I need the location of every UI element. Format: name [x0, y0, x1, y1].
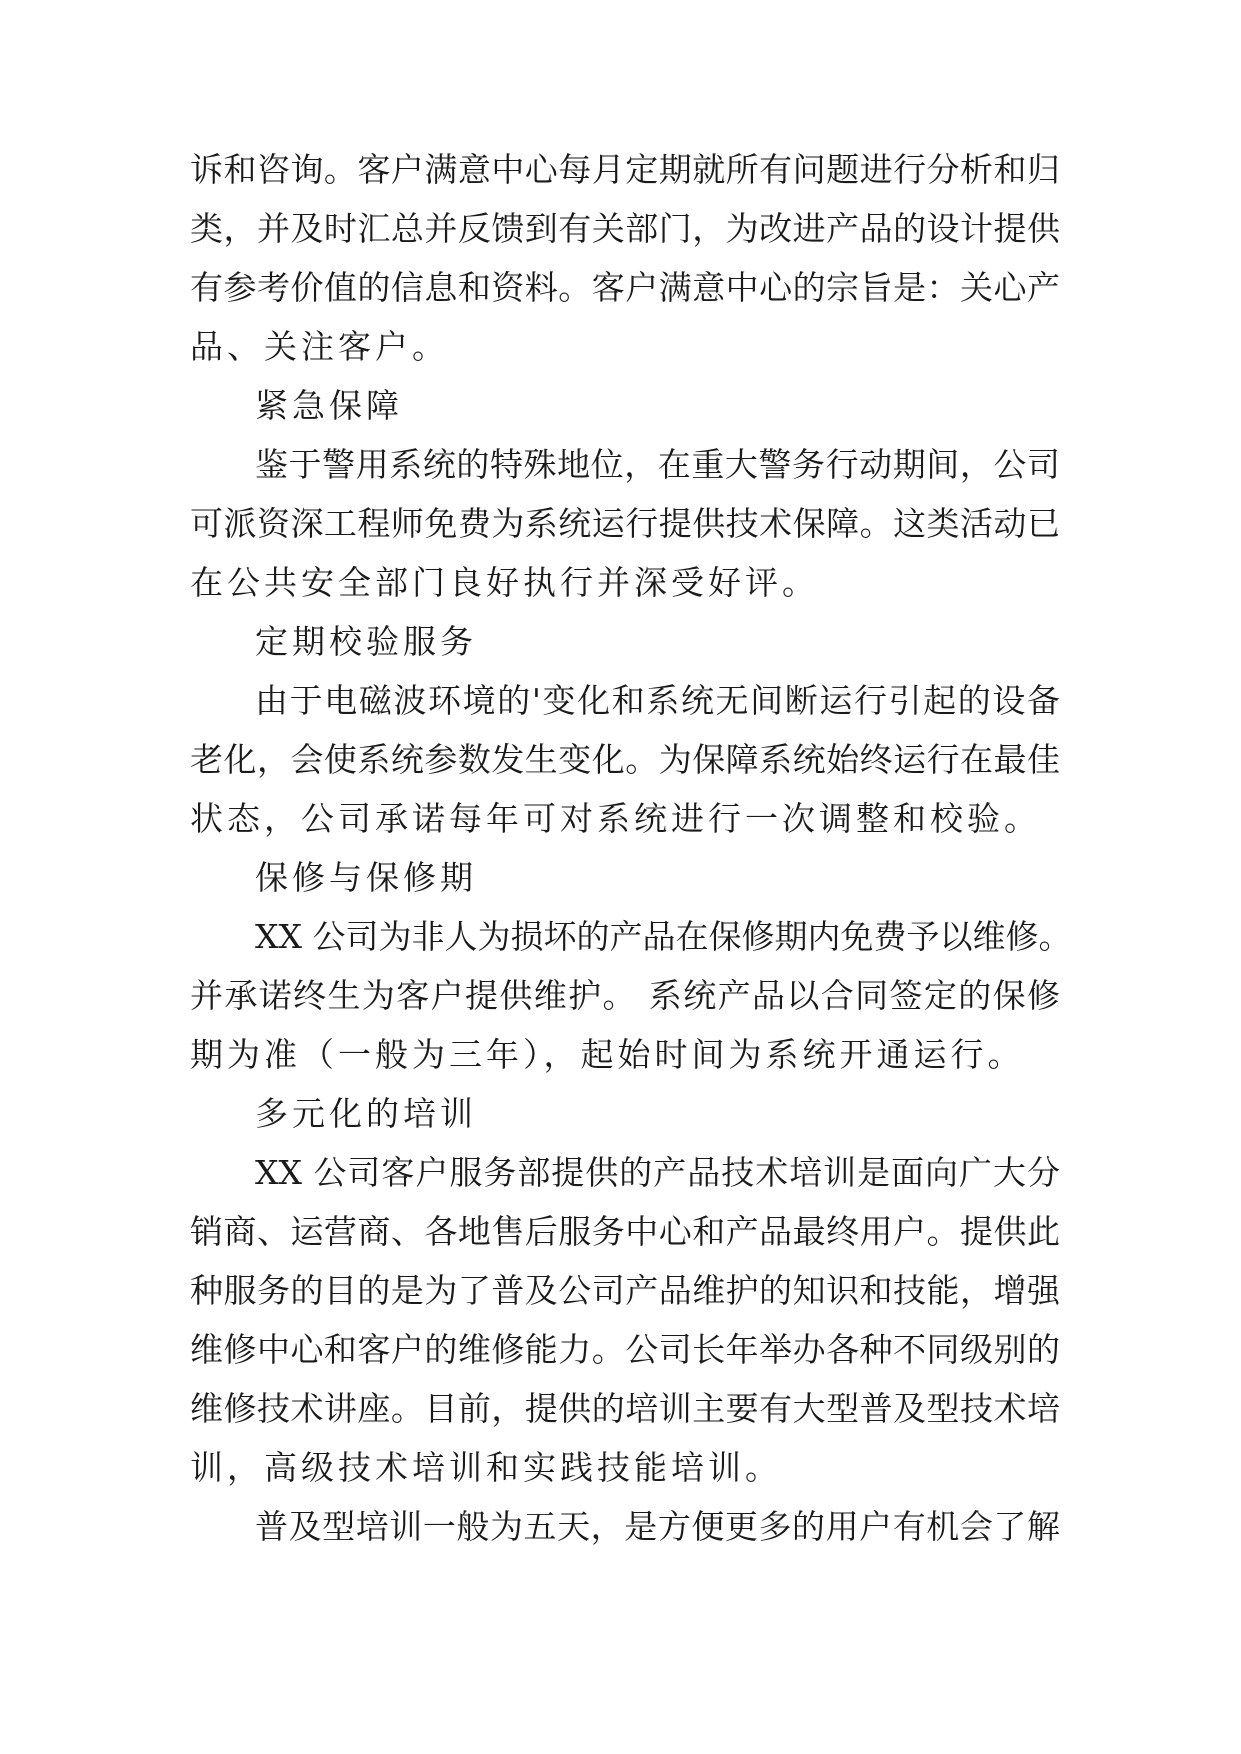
- paragraph-line: 可派资深工程师免费为系统运行提供技术保障。这类活动已: [190, 504, 1060, 543]
- paragraph-line: 并承诺终生为客户提供维护。 系统产品以合同签定的保修: [190, 976, 1060, 1015]
- paragraph-line: 老化，会使系统参数发生变化。为保障系统始终运行在最佳: [190, 740, 1060, 779]
- paragraph-line: 销商、运营商、各地售后服务中心和产品最终用户。提供此: [190, 1212, 1060, 1251]
- paragraph-line: 维修技术讲座。目前，提供的培训主要有大型普及型技术培: [190, 1389, 1060, 1428]
- section-heading-warranty: 保修与保修期: [255, 858, 477, 897]
- paragraph-line: 有参考价值的信息和资料。客户满意中心的宗旨是：关心产: [190, 268, 1060, 307]
- paragraph-line: XX 公司为非人为损坏的产品在保修期内免费予以维修。: [255, 917, 1072, 956]
- paragraph-line: 诉和咨询。客户满意中心每月定期就所有问题进行分析和归: [190, 150, 1060, 189]
- paragraph-line: 训，高级技术培训和实践技能培训。: [190, 1448, 782, 1487]
- section-heading-calibration: 定期校验服务: [255, 622, 477, 661]
- paragraph-line: 期为准（一般为三年），起始时间为系统开通运行。: [190, 1035, 1025, 1074]
- paragraph-line: 由于电磁波环境的'变化和系统无间断运行引起的设备: [255, 681, 1060, 720]
- paragraph-line: 种服务的目的是为了普及公司产品维护的知识和技能，增强: [190, 1271, 1060, 1310]
- paragraph-line: 维修中心和客户的维修能力。公司长年举办各种不同级别的: [190, 1330, 1060, 1369]
- paragraph-line: 普及型培训一般为五天，是方便更多的用户有机会了解: [255, 1507, 1060, 1546]
- section-heading-training: 多元化的培训: [255, 1094, 477, 1133]
- paragraph-line: 状态，公司承诺每年可对系统进行一次调整和校验。: [190, 799, 1041, 838]
- paragraph-line: 鉴于警用系统的特殊地位，在重大警务行动期间，公司: [255, 445, 1060, 484]
- paragraph-line: 品、关注客户。: [190, 327, 449, 366]
- paragraph-line: 类，并及时汇总并反馈到有关部门，为改进产品的设计提供: [190, 209, 1060, 248]
- section-heading-emergency: 紧急保障: [255, 386, 403, 425]
- paragraph-line: 在公共安全部门良好执行并深受好评。: [190, 563, 819, 602]
- paragraph-line: XX 公司客户服务部提供的产品技术培训是面向广大分: [255, 1153, 1060, 1192]
